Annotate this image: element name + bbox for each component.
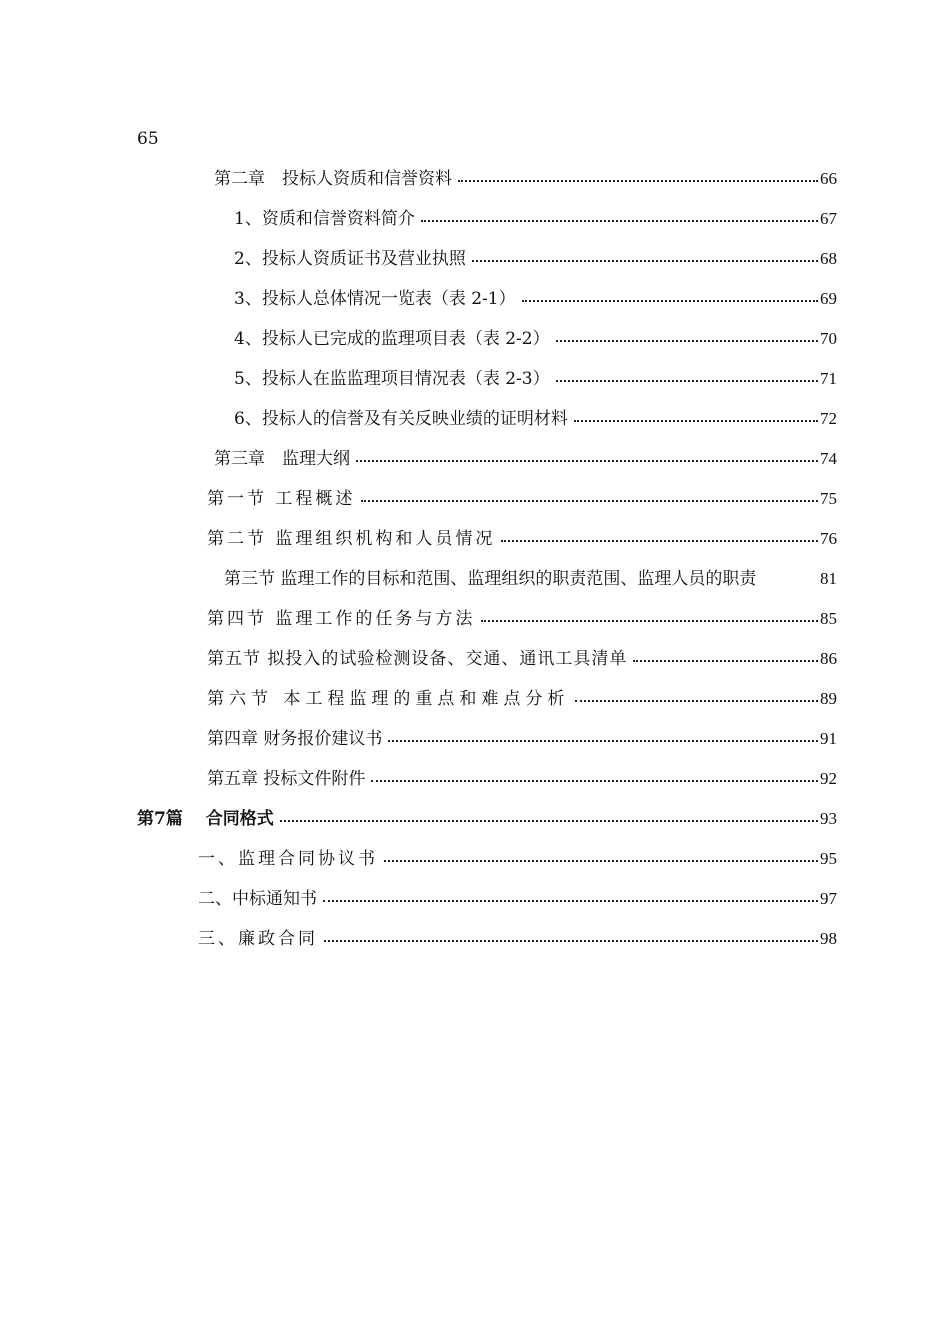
- toc-entry[interactable]: [234, 368, 837, 390]
- toc-leader: [522, 290, 818, 304]
- toc-entry[interactable]: [207, 688, 837, 710]
- toc-entry-page: 91: [820, 729, 837, 748]
- toc-entry-page: 72: [820, 409, 837, 428]
- toc-leader: [472, 250, 818, 264]
- toc-entry-page: 70: [820, 329, 837, 348]
- toc-entry[interactable]: [207, 488, 837, 510]
- toc-entry-page: 85: [820, 609, 837, 628]
- toc-entry[interactable]: [198, 848, 837, 870]
- toc-entry[interactable]: [207, 608, 837, 630]
- toc-entry[interactable]: [207, 768, 837, 790]
- toc-entry-page: 92: [820, 769, 837, 788]
- toc-leader: [361, 490, 818, 504]
- toc-entry-label: 6、投标人的信誉及有关反映业绩的证明材料: [234, 409, 568, 429]
- toc-entry-label: 3、投标人总体情况一览表（表 2-1）: [234, 289, 516, 309]
- toc-entry-label: 第四节 监理工作的任务与方法: [207, 609, 476, 629]
- toc-entry-label: 第四章 财务报价建议书: [207, 729, 383, 749]
- toc-entry-page: 74: [820, 449, 837, 468]
- toc-entry-page: 89: [820, 689, 837, 708]
- toc-entry-page: 97: [820, 889, 837, 908]
- toc-entry-label: 4、投标人已完成的监理项目表（表 2-2）: [234, 329, 550, 349]
- toc-entry-label: 第五章 投标文件附件: [207, 769, 366, 789]
- toc-entry-page: 68: [820, 249, 837, 268]
- toc-entry-page: 95: [820, 849, 837, 868]
- toc-leader: [388, 730, 818, 744]
- toc-entry-label: 第六节 本工程监理的重点和难点分析: [207, 689, 570, 709]
- toc-entry[interactable]: [198, 928, 837, 950]
- toc-leader: [556, 330, 818, 344]
- toc-entry-label: 一、监理合同协议书: [198, 849, 378, 869]
- toc-entry-label: 二、中标通知书: [198, 889, 317, 909]
- toc-leader: [762, 570, 818, 584]
- toc-entry-label: 5、投标人在监监理项目情况表（表 2-3）: [234, 369, 550, 389]
- toc-entry[interactable]: [234, 248, 837, 270]
- toc-entry-page: 76: [820, 529, 837, 548]
- toc-leader: [323, 890, 818, 904]
- toc-entry[interactable]: [207, 648, 837, 670]
- toc-entry-page: 67: [820, 209, 837, 228]
- toc-entry-label: 1、资质和信誉资料简介: [234, 209, 415, 229]
- toc-leader: [556, 370, 818, 384]
- toc-entry[interactable]: [214, 168, 837, 190]
- toc-entry[interactable]: [207, 728, 837, 750]
- toc-entry-page: 93: [820, 809, 837, 828]
- toc-entry-label: 第五节 拟投入的试验检测设备、交通、通讯工具清单: [207, 649, 628, 669]
- toc-leader: [324, 930, 818, 944]
- page-number-top: 65: [137, 129, 159, 149]
- toc-entry-page: 98: [820, 929, 837, 948]
- toc-entry-label: 第7篇 合同格式: [137, 809, 274, 829]
- toc-entry-label: 第二节 监理组织机构和人员情况: [207, 529, 496, 549]
- toc-entry-label: 第三章 监理大纲: [214, 449, 350, 469]
- toc-entry[interactable]: [234, 328, 837, 350]
- toc-leader: [384, 850, 818, 864]
- toc-entry-label: 2、投标人资质证书及营业执照: [234, 249, 466, 269]
- toc-entry[interactable]: [198, 888, 837, 910]
- toc-entry-page: 75: [820, 489, 837, 508]
- toc-entry[interactable]: [234, 208, 837, 230]
- toc-leader: [633, 650, 818, 664]
- toc-leader: [280, 810, 818, 824]
- toc-entry[interactable]: [224, 568, 837, 590]
- toc-entry-page: 81: [820, 569, 837, 588]
- toc-entry[interactable]: [214, 448, 837, 470]
- toc-entry-label: 第三节 监理工作的目标和范围、监理组织的职责范围、监理人员的职责: [224, 569, 757, 589]
- toc-entry-page: 71: [820, 369, 837, 388]
- toc-entry[interactable]: [234, 408, 837, 430]
- toc-entry-part[interactable]: [137, 808, 837, 830]
- toc-leader: [481, 610, 818, 624]
- toc-leader: [458, 170, 818, 184]
- toc-leader: [421, 210, 818, 224]
- toc-entry-label: 第二章 投标人资质和信誉资料: [214, 169, 452, 189]
- toc-leader: [371, 770, 818, 784]
- toc-entry-page: 66: [820, 169, 837, 188]
- toc-leader: [575, 690, 818, 704]
- toc-entry-page: 69: [820, 289, 837, 308]
- toc-entry-label: 三、廉政合同: [198, 929, 318, 949]
- toc-leader: [501, 530, 818, 544]
- toc-leader: [356, 450, 818, 464]
- toc-entry-page: 86: [820, 649, 837, 668]
- toc-entry-label: 第一节 工程概述: [207, 489, 356, 509]
- toc-leader: [574, 410, 818, 424]
- toc-entry[interactable]: [207, 528, 837, 550]
- toc-entry[interactable]: [234, 288, 837, 310]
